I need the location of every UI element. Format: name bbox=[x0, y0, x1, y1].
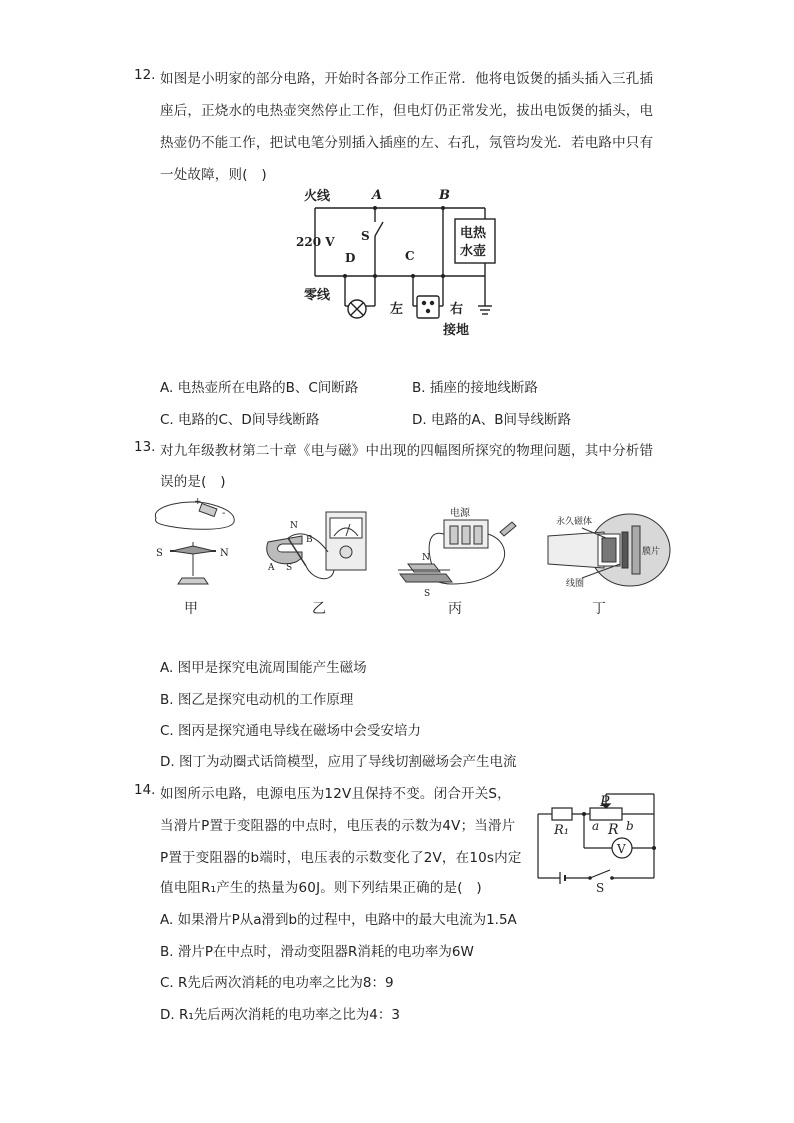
fig-ding-magnet: 永久磁体 bbox=[556, 517, 593, 527]
caption-yi: 乙 bbox=[312, 601, 326, 617]
q13-option-c[interactable]: C. 图丙是探究通电导线在磁场中会受安培力 bbox=[160, 723, 422, 739]
q14-option-d[interactable]: D. R₁先后两次消耗的电功率之比为4：3 bbox=[160, 1007, 400, 1023]
voltage-label: 220 V bbox=[296, 235, 335, 249]
q13-option-d[interactable]: D. 图丁为动圈式话筒模型，应用了导线切割磁场会产生电流 bbox=[160, 754, 517, 770]
question-number-13: 13. bbox=[134, 439, 156, 455]
question-14-line-3: P置于变阻器的b端时，电压表的示数变化了2V，在10s内定 bbox=[160, 850, 522, 866]
q12-option-a[interactable]: A. 电热壶所在电路的B、C间断路 bbox=[160, 380, 359, 396]
rheostat-circuit-diagram bbox=[530, 786, 670, 892]
fig-yi-n: N bbox=[290, 521, 298, 531]
switch-s-label: S bbox=[361, 229, 370, 243]
fig-jia-plus: + bbox=[194, 497, 202, 507]
point-c-label: C bbox=[405, 249, 415, 263]
fig-ding-film: 膜片 bbox=[642, 547, 661, 557]
end-b-label: b bbox=[626, 819, 634, 833]
q13-option-a[interactable]: A. 图甲是探究电流周围能产生磁场 bbox=[160, 660, 367, 676]
question-13-line-2: 误的是( ) bbox=[160, 474, 226, 490]
kettle-label-2: 水壶 bbox=[460, 244, 487, 259]
question-12-line-4: 一处故障，则( ) bbox=[160, 167, 267, 183]
fig-yi-a: A bbox=[268, 563, 275, 573]
question-12-line-1: 如图是小明家的部分电路，开始时各部分工作正常．他将电饭煲的插头插入三孔插 bbox=[160, 71, 654, 87]
socket-right-label: 右 bbox=[450, 302, 464, 317]
q12-option-c[interactable]: C. 电路的C、D间导线断路 bbox=[160, 412, 320, 428]
slider-p-label: P bbox=[600, 794, 610, 810]
caption-bing: 丙 bbox=[448, 601, 462, 617]
socket-left-label: 左 bbox=[390, 302, 404, 317]
q12-option-d[interactable]: D. 电路的A、B间导线断路 bbox=[412, 412, 571, 428]
question-14-line-2: 当滑片P置于变阻器的中点时，电压表的示数为4V；当滑片 bbox=[160, 818, 516, 834]
rheostat-r-label: R bbox=[608, 822, 619, 838]
point-a-label: A bbox=[372, 188, 383, 203]
live-wire-label: 火线 bbox=[304, 189, 331, 204]
point-d-label: D bbox=[345, 251, 356, 265]
resistor-r1-label: R₁ bbox=[554, 823, 569, 838]
fig-yi-s: S bbox=[286, 563, 293, 573]
figure-ding-microphone bbox=[542, 512, 674, 598]
caption-jia: 甲 bbox=[184, 601, 198, 617]
ground-label: 接地 bbox=[443, 323, 470, 338]
question-14-line-4: 值电阻R₁产生的热量为60J。则下列结果正确的是( ) bbox=[160, 880, 482, 896]
kettle-label-1: 电热 bbox=[460, 226, 487, 241]
household-circuit-diagram bbox=[290, 182, 510, 342]
fig-jia-s: S bbox=[156, 548, 163, 559]
fig-bing-s: S bbox=[424, 589, 431, 598]
question-14-line-1: 如图所示电路，电源电压为12V且保持不变。闭合开关S， bbox=[160, 786, 511, 802]
figure-jia-oersted bbox=[148, 496, 240, 592]
question-13-line-1: 对九年级教材第二十章《电与磁》中出现的四幅图所探究的物理问题，其中分析错 bbox=[160, 443, 654, 459]
fig-bing-power: 电源 bbox=[450, 508, 470, 519]
question-12-line-2: 座后，正烧水的电热壶突然停止工作，但电灯仍正常发光，拔出电饭煲的插头，电 bbox=[160, 103, 654, 119]
figure-bing-motor bbox=[388, 498, 522, 598]
caption-ding: 丁 bbox=[592, 601, 606, 617]
fig-ding-coil: 线圈 bbox=[566, 579, 585, 589]
point-b-label: B bbox=[439, 188, 450, 203]
fig-bing-n: N bbox=[422, 553, 430, 563]
q13-option-b[interactable]: B. 图乙是探究电动机的工作原理 bbox=[160, 692, 354, 708]
q14-option-c[interactable]: C. R先后两次消耗的电功率之比为8：9 bbox=[160, 975, 394, 991]
fig-yi-b: B bbox=[306, 535, 313, 545]
q12-option-b[interactable]: B. 插座的接地线断路 bbox=[412, 380, 538, 396]
voltmeter-v-label: V bbox=[617, 842, 626, 856]
switch-s-label: S bbox=[596, 881, 605, 892]
q14-option-b[interactable]: B. 滑片P在中点时，滑动变阻器R消耗的电功率为6W bbox=[160, 944, 474, 960]
figure-yi-generator bbox=[262, 508, 372, 592]
question-number-12: 12. bbox=[134, 67, 156, 83]
question-number-14: 14. bbox=[134, 782, 156, 798]
question-12-line-3: 热壶仍不能工作，把试电笔分别插入插座的左、右孔，氖管均发光．若电路中只有 bbox=[160, 135, 654, 151]
q14-option-a[interactable]: A. 如果滑片P从a滑到b的过程中，电路中的最大电流为1.5A bbox=[160, 912, 517, 928]
end-a-label: a bbox=[592, 819, 600, 833]
fig-jia-n: N bbox=[220, 548, 229, 559]
neutral-wire-label: 零线 bbox=[304, 288, 331, 303]
fig-jia-minus: - bbox=[222, 508, 226, 519]
